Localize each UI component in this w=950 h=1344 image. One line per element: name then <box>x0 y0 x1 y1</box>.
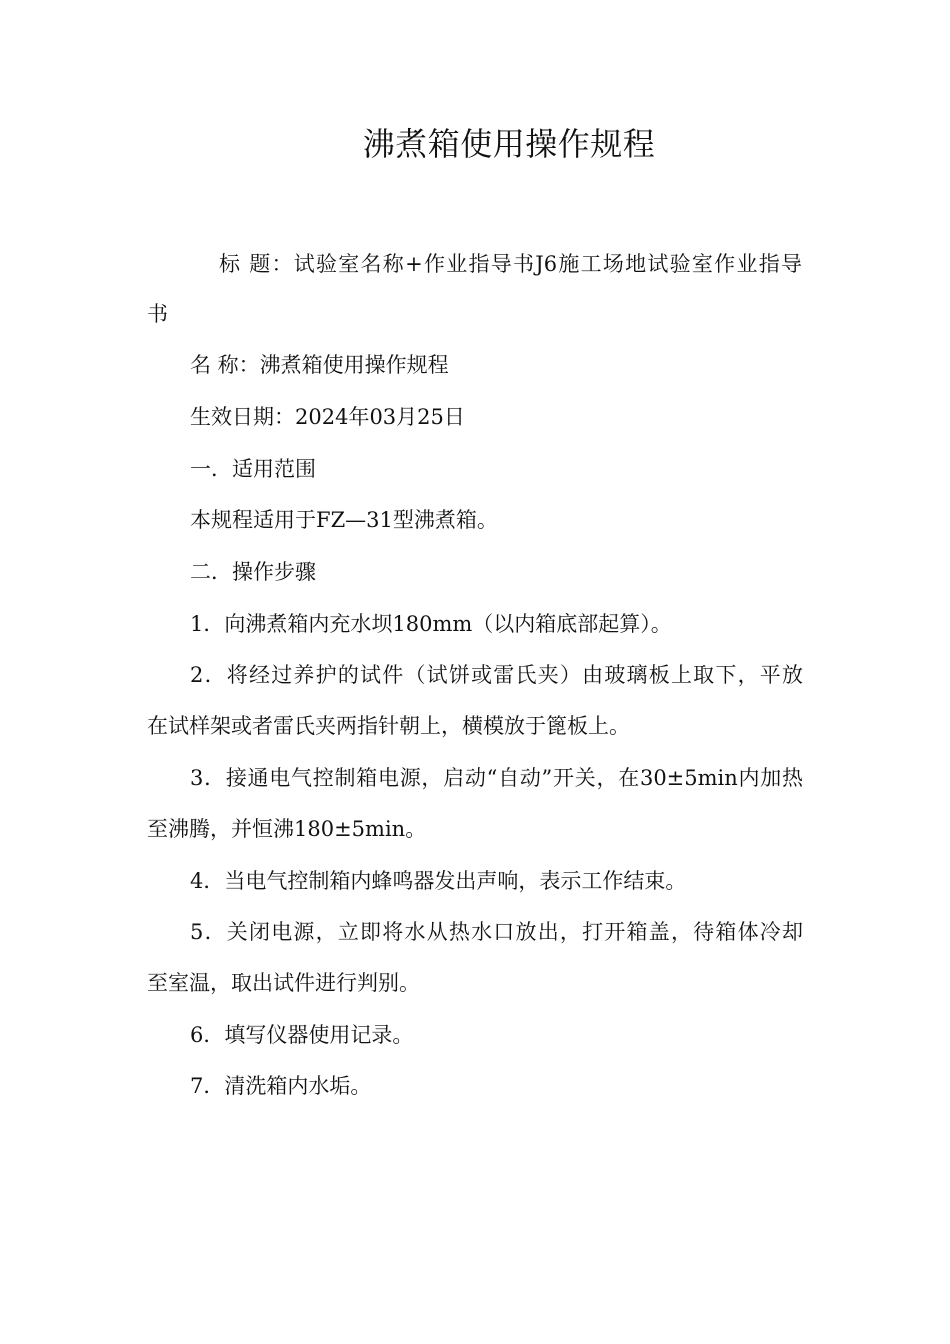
step-line: 6．填写仪器使用记录。 <box>190 1023 414 1047</box>
header-line-effective-date: 生效日期：2024年03月25日 <box>190 405 465 429</box>
section-heading-steps: 二．操作步骤 <box>190 560 316 584</box>
step-line: 1．向沸煮箱内充水坝180mm（以内箱底部起算）。 <box>190 612 672 636</box>
header-line-subject: 标 题：试验室名称+作业指导书J6施工场地试验室作业指导 <box>219 252 802 276</box>
document-title: 沸煮箱使用操作规程 <box>362 125 656 163</box>
header-line-name: 名 称：沸煮箱使用操作规程 <box>190 353 449 377</box>
header-line-subject-cont: 书 <box>147 302 168 326</box>
step-line: 7．清洗箱内水垢。 <box>190 1074 372 1098</box>
step-line: 至室温，取出试件进行判别。 <box>147 971 420 995</box>
step-line: 至沸腾，并恒沸180±5min。 <box>147 817 427 841</box>
step-line: 5．关闭电源，立即将水从热水口放出，打开箱盖，待箱体冷却 <box>190 920 803 944</box>
step-line: 在试样架或者雷氏夹两指针朝上，横模放于篦板上。 <box>147 714 630 738</box>
step-line: 2．将经过养护的试件（试饼或雷氏夹）由玻璃板上取下，平放 <box>190 663 803 687</box>
step-line: 4．当电气控制箱内蜂鸣器发出声响，表示工作结束。 <box>190 869 687 893</box>
step-line: 3．接通电气控制箱电源，启动“自动”开关，在30±5min内加热 <box>190 766 803 790</box>
section-heading-scope: 一．适用范围 <box>190 457 316 481</box>
section-body-scope: 本规程适用于FZ—31型沸煮箱。 <box>190 508 498 532</box>
